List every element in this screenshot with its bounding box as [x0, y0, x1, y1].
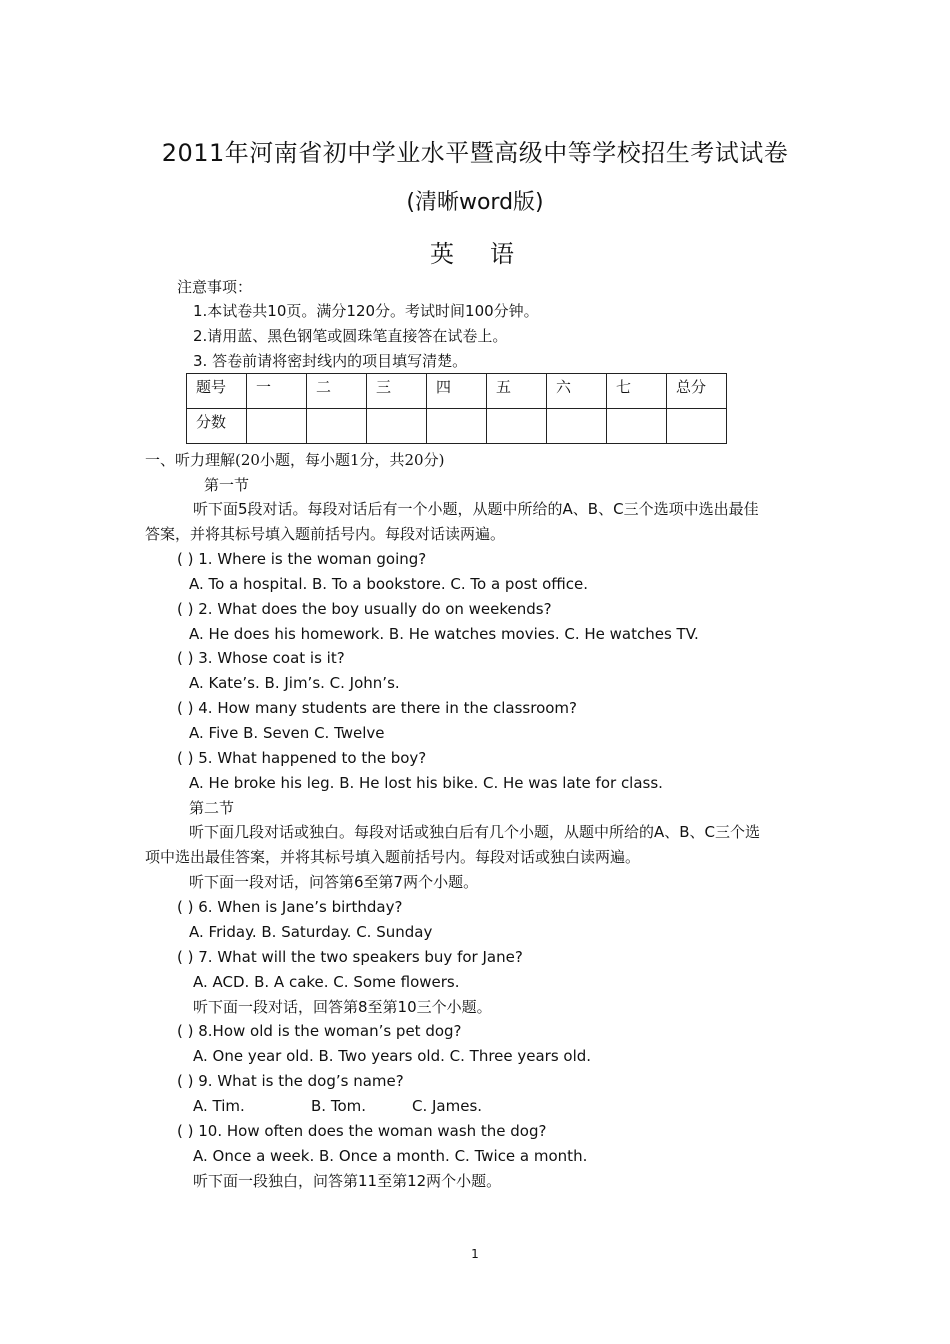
score-header-cell: 一 [247, 374, 307, 409]
section-title: 一、听力理解(20小题，每小题1分，共20分) [145, 451, 445, 469]
score-header-cell: 四 [427, 374, 487, 409]
question-7-options: A. ACD. B. A cake. C. Some flowers. [193, 973, 460, 991]
score-cell[interactable] [427, 409, 487, 444]
score-header-cell: 二 [307, 374, 367, 409]
question-10: ( ) 10. How often does the woman wash the dog? [177, 1122, 547, 1140]
instruction-text: 项中选出最佳答案，并将其标号填入题前括号内。每段对话或独白读两遍。 [145, 848, 641, 866]
question-4-options: A. Five B. Seven C. Twelve [189, 724, 385, 742]
question-4: ( ) 4. How many students are there in the classroom? [177, 699, 577, 717]
question-6: ( ) 6. When is Jane’s birthday? [177, 898, 403, 916]
question-5: ( ) 5. What happened to the boy? [177, 749, 427, 767]
note-item: 2.请用蓝、黑色钢笔或圆珠笔直接答在试卷上。 [193, 327, 508, 345]
score-header-cell: 七 [607, 374, 667, 409]
exam-subtitle: (清晰word版) [406, 190, 544, 215]
score-cell[interactable] [307, 409, 367, 444]
monologue-intro: 听下面一段独白，问答第11至第12两个小题。 [193, 1172, 502, 1190]
question-3-options: A. Kate’s. B. Jim’s. C. John’s. [189, 674, 400, 692]
note-item: 3. 答卷前请将密封线内的项目填写清楚。 [193, 352, 468, 370]
instruction-text: 听下面几段对话或独白。每段对话或独白后有几个小题，从题中所给的A、B、C三个选 [189, 823, 761, 841]
score-cell[interactable] [607, 409, 667, 444]
score-cell[interactable] [667, 409, 727, 444]
subject-title: 英 语 [430, 240, 520, 268]
score-header-cell: 六 [547, 374, 607, 409]
question-9-option-a: A. Tim. [193, 1097, 245, 1115]
instruction-text: 答案，并将其标号填入题前括号内。每段对话读两遍。 [145, 525, 506, 543]
note-item: 1.本试卷共10页。满分120分。考试时间100分钟。 [193, 302, 539, 320]
part-label: 第一节 [204, 476, 250, 494]
score-header-cell: 总分 [667, 374, 727, 409]
question-1-options: A. To a hospital. B. To a bookstore. C. To a post office. [189, 575, 589, 593]
question-8: ( ) 8.How old is the woman’s pet dog? [177, 1022, 462, 1040]
question-3: ( ) 3. Whose coat is it? [177, 649, 345, 667]
part-label: 第二节 [189, 799, 235, 817]
dialog-intro: 听下面一段对话，问答第6至第7两个小题。 [189, 873, 479, 891]
page-number: 1 [471, 1247, 479, 1261]
score-cell[interactable] [247, 409, 307, 444]
question-8-options: A. One year old. B. Two years old. C. Three years old. [193, 1047, 592, 1065]
question-9: ( ) 9. What is the dog’s name? [177, 1072, 404, 1090]
exam-title: 2011年河南省初中学业水平暨高级中等学校招生考试试卷 [161, 139, 789, 167]
question-6-options: A. Friday. B. Saturday. C. Sunday [189, 923, 433, 941]
question-5-options: A. He broke his leg. B. He lost his bike. C. He was late for class. [189, 774, 663, 792]
question-10-options: A. Once a week. B. Once a month. C. Twice a month. [193, 1147, 588, 1165]
score-row-label: 分数 [187, 409, 247, 444]
score-header-cell: 题号 [187, 374, 247, 409]
question-2: ( ) 2. What does the boy usually do on weekends? [177, 600, 552, 618]
question-2-options: A. He does his homework. B. He watches movies. C. He watches TV. [189, 625, 699, 643]
dialog-intro: 听下面一段对话，回答第8至第10三个小题。 [193, 998, 492, 1016]
score-header-cell: 五 [487, 374, 547, 409]
score-header-cell: 三 [367, 374, 427, 409]
instruction-text: 听下面5段对话。每段对话后有一个小题，从题中所给的A、B、C三个选项中选出最佳 [193, 500, 759, 518]
score-table-header-row [187, 374, 727, 409]
score-cell[interactable] [547, 409, 607, 444]
question-9-option-c: C. James. [412, 1097, 483, 1115]
score-table [186, 373, 727, 444]
question-7: ( ) 7. What will the two speakers buy for Jane? [177, 948, 523, 966]
score-cell[interactable] [487, 409, 547, 444]
score-table-score-row [187, 409, 727, 444]
score-cell[interactable] [367, 409, 427, 444]
question-1: ( ) 1. Where is the woman going? [177, 550, 427, 568]
notes-heading: 注意事项： [177, 278, 253, 296]
question-9-option-b: B. Tom. [311, 1097, 366, 1115]
